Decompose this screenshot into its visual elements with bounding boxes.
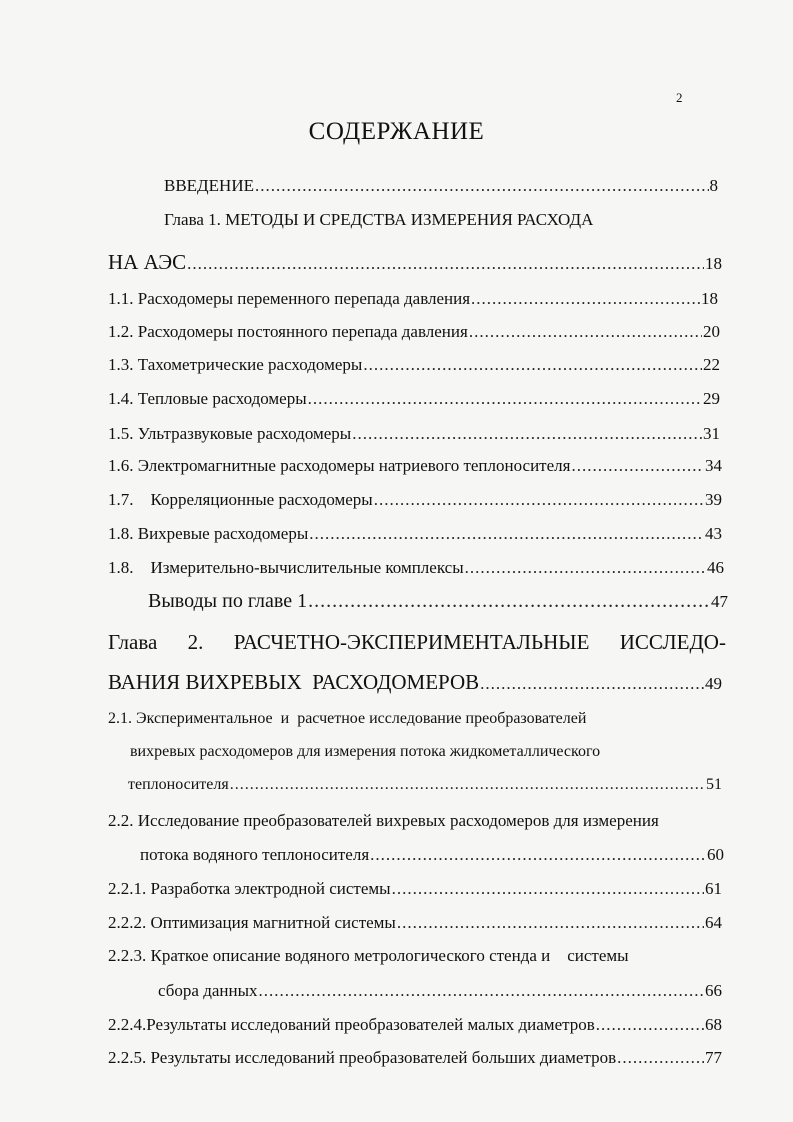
toc-entry-page: 34	[705, 456, 722, 475]
chapter2-heading	[108, 630, 726, 655]
dot-leader	[259, 981, 704, 1001]
page-number: 2	[676, 90, 683, 105]
s21-line1: 2.1. Экспериментальное и расчетное исследование преобразователей	[108, 710, 587, 727]
toc-entry-page: 68	[705, 1015, 722, 1034]
dot-leader	[465, 558, 706, 578]
toc-entry-page: 18	[701, 289, 718, 308]
chapter2-word: 2.	[187, 630, 204, 654]
s22-line1: 2.2. Исследование преобразователей вихревых расходомеров для измерения	[108, 811, 659, 830]
toc-entry-label: 1.8. Измерительно-вычислительные комплексы	[108, 558, 464, 577]
dot-leader	[596, 1015, 704, 1035]
toc-entry-1-2[interactable]	[108, 322, 720, 342]
toc-entry-2-2[interactable]	[140, 845, 724, 865]
dot-leader	[571, 456, 704, 476]
dot-leader	[308, 590, 710, 613]
toc-entry-label: 1.8. Вихревые расходомеры	[108, 524, 309, 543]
toc-entry-label: 2.2.5. Результаты исследований преобразователей больших диаметров	[108, 1048, 617, 1067]
toc-entry-label: ВВЕДЕНИЕ	[164, 176, 254, 195]
toc-entry-2-2-4[interactable]	[108, 1015, 722, 1035]
toc-entry-page: 18	[705, 254, 722, 273]
toc-entry-chapter1[interactable]	[108, 250, 722, 275]
toc-entry-2-2-5[interactable]	[108, 1048, 722, 1068]
toc-entry-page: 64	[705, 913, 722, 932]
dot-leader	[352, 424, 702, 444]
toc-entry-label: 2.2.1. Разработка электродной системы	[108, 879, 391, 898]
toc-entry-label: 2.2.2. Оптимизация магнитной системы	[108, 913, 396, 932]
dot-leader	[397, 913, 704, 933]
dot-leader	[187, 254, 704, 274]
toc-entry-1-5[interactable]	[108, 424, 720, 444]
chapter2-word: РАСЧЕТНО-ЭКСПЕРИМЕНТАЛЬНЫЕ	[233, 630, 590, 654]
toc-entry-1-1[interactable]	[108, 289, 718, 309]
toc-entry-label: НА АЭС	[108, 250, 187, 274]
toc-entry-1-8[interactable]	[108, 524, 722, 544]
toc-entry-label: 1.3. Тахометрические расходомеры	[108, 355, 363, 374]
toc-entry-page: 66	[705, 981, 722, 1000]
toc-entry-label: 1.2. Расходомеры постоянного перепада давления	[108, 322, 468, 341]
dot-leader	[392, 879, 704, 899]
toc-entry-2-2-2[interactable]	[108, 913, 722, 933]
dot-leader	[363, 355, 702, 375]
page-title: СОДЕРЖАНИЕ	[308, 118, 485, 145]
toc-entry-2-2-1[interactable]	[108, 879, 722, 899]
dot-leader	[617, 1048, 704, 1068]
dot-leader	[230, 776, 705, 794]
chapter2-word: Глава	[108, 630, 158, 654]
dot-leader	[309, 524, 704, 544]
toc-entry-1-3[interactable]	[108, 355, 720, 375]
dot-leader	[374, 490, 704, 510]
toc-entry-label: 2.2.4.Результаты исследований преобразователей малых диаметров	[108, 1015, 595, 1034]
toc-entry-label: 1.7. Корреляционные расходомеры	[108, 490, 373, 509]
dot-leader	[370, 845, 706, 865]
toc-entry-label: 1.1. Расходомеры переменного перепада давления	[108, 289, 471, 308]
toc-entry-label: Выводы по главе 1	[148, 590, 308, 612]
toc-entry-page: 31	[703, 424, 720, 443]
toc-entry-chapter2[interactable]	[108, 670, 722, 695]
dot-leader	[469, 322, 702, 342]
dot-leader	[480, 674, 704, 694]
toc-entry-page: 20	[703, 322, 720, 341]
toc-entry-label: ВАНИЯ ВИХРЕВЫХ РАСХОДОМЕРОВ	[108, 670, 480, 694]
toc-entry-label: 1.4. Тепловые расходомеры	[108, 389, 307, 408]
toc-entry-page: 39	[705, 490, 722, 509]
dot-leader	[471, 289, 700, 309]
toc-entry-page: 8	[709, 176, 718, 195]
dot-leader	[308, 389, 702, 409]
toc-entry-2-2-3[interactable]	[158, 981, 722, 1001]
toc-entry-page: 49	[705, 674, 722, 693]
toc-entry-ch1-conclusion[interactable]	[148, 590, 728, 613]
s21-line2: вихревых расходомеров для измерения потока жидкометаллического	[130, 743, 601, 760]
toc-entry-2-1[interactable]	[128, 776, 722, 794]
toc-entry-label: сбора данных	[158, 981, 258, 1000]
toc-entry-page: 60	[707, 845, 724, 864]
s223-line1: 2.2.3. Краткое описание водяного метрологического стенда и системы	[108, 946, 629, 965]
toc-entry-label: 1.6. Электромагнитные расходомеры натриевого теплоносителя	[108, 456, 571, 475]
toc-entry-1-7[interactable]	[108, 490, 722, 510]
chapter1-heading: Глава 1. МЕТОДЫ И СРЕДСТВА ИЗМЕРЕНИЯ РАСХОДА	[164, 210, 594, 229]
toc-entry-page: 51	[706, 776, 722, 793]
toc-entry-page: 29	[703, 389, 720, 408]
toc-entry-page: 46	[707, 558, 724, 577]
toc-entry-1-6[interactable]	[108, 456, 722, 476]
toc-entry-page: 22	[703, 355, 720, 374]
toc-entry-label: теплоносителя	[128, 776, 229, 793]
toc-entry-page: 43	[705, 524, 722, 543]
toc-entry-page: 47	[711, 592, 728, 611]
toc-entry-label: потока водяного теплоносителя	[140, 845, 370, 864]
toc-entry-1-4[interactable]	[108, 389, 720, 409]
toc-entry-1-8b[interactable]	[108, 558, 724, 578]
toc-entry-intro[interactable]	[164, 176, 718, 196]
toc-entry-page: 61	[705, 879, 722, 898]
chapter2-word: ИССЛЕДО-	[619, 630, 726, 654]
dot-leader	[255, 176, 709, 196]
toc-entry-page: 77	[705, 1048, 722, 1067]
toc-entry-label: 1.5. Ультразвуковые расходомеры	[108, 424, 352, 443]
